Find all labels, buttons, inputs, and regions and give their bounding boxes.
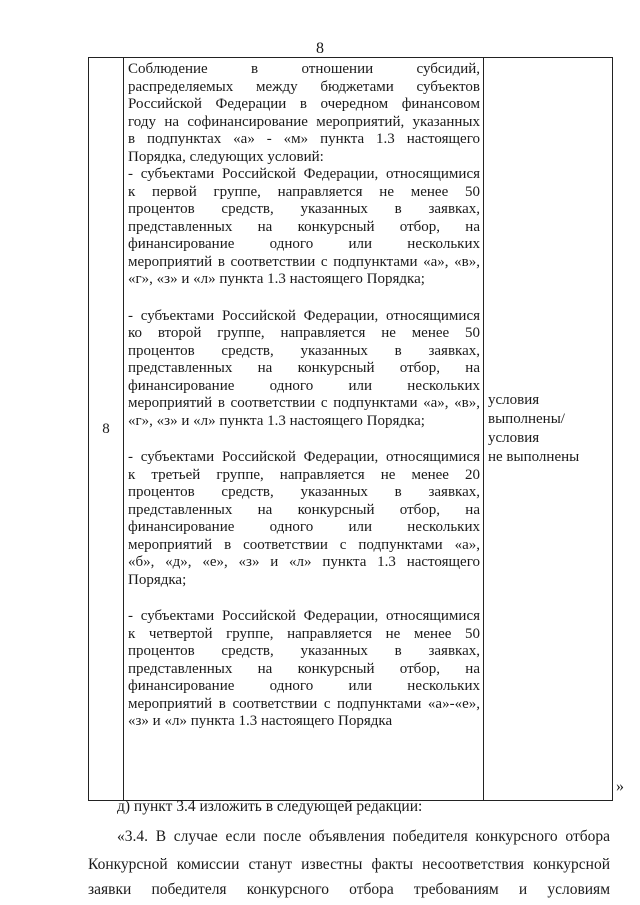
text-line: процентов средств, указанных в заявках, [128,201,480,217]
text-line: Порядка, следующих условий: [128,148,324,165]
text-line: представленных на конкурсный отбор, на [128,501,480,518]
text-line: процентов средств, указанных в заявках, [128,484,480,500]
text-line: финансирование одного или нескольких [128,377,480,394]
row-number: 8 [102,420,110,437]
text-line: финансирование одного или нескольких [128,678,480,694]
text-line: к первой группе, направляется не менее 50 [128,183,480,200]
condition-text-cell [124,58,484,801]
item-d-text: д) пункт 3.4 изложить в следующей редакции: [117,798,423,815]
requirements-table [88,57,613,801]
text-line: к четвертой группе, направляется не менее 50 [128,625,480,642]
table-row [89,58,613,801]
text-line: Соблюдение в отношении субсидий, [128,61,480,77]
text-line: распределяемых между бюджетами субъектов [128,78,480,95]
text-line: процентов средств, указанных в заявках, [128,342,480,359]
text-line: «г», «з» и «л» пункта 1.3 настоящего Порядка; [128,412,425,429]
group-1-paragraph [128,166,480,289]
text-line: «б», «д», «е», «з» и «л» пункта 1.3 настоящего [128,554,480,570]
text-line: году на софинансирование мероприятий, указанных [128,113,480,130]
status-line: выполнены/условия [488,411,565,446]
text-line: - субъектами Российской Федерации, относящимися [128,307,480,324]
text-line: - субъектами Российской Федерации, относящимися [128,166,480,182]
text-line: процентов средств, указанных в заявках, [128,643,480,659]
text-line: мероприятий в соответствии с подпунктами «а»-«е», [128,695,480,712]
text-line: - субъектами Российской Федерации, относящимися [128,449,480,465]
text-line: Порядка; [128,571,187,588]
paragraph-line: заявки победителя конкурсного отбора требованиям и условиям [88,881,610,898]
group-3-paragraph [128,449,480,589]
text-line: в подпунктах «а» - «м» пункта 1.3 настоящего [128,131,480,147]
status-cell [484,58,613,801]
intro-paragraph [128,61,480,166]
text-line: ко второй группе, направляется не менее 50 [128,325,480,341]
status-line: условия [488,392,540,408]
text-line: представленных на конкурсный отбор, на [128,360,480,376]
text-line: представленных на конкурсный отбор, на [128,660,480,677]
text-line: представленных на конкурсный отбор, на [128,218,480,235]
text-line: финансирование одного или нескольких [128,236,480,252]
text-line: - субъектами Российской Федерации, относящимися [128,608,480,624]
text-line: к третьей группе, направляется не менее 20 [128,466,480,483]
text-line: «з» и «л» пункта 1.3 настоящего Порядка [128,713,393,729]
closing-quote: » [616,778,624,795]
text-line: Российской Федерации в очередном финансовом [128,96,480,112]
paragraph-line: «3.4. В случае если после объявления победителя конкурсного отбора [117,828,610,845]
text-line: мероприятий в соответствии с подпунктами «а», «в», [128,253,480,270]
text-line: мероприятий в соответствии с подпунктами «а», [128,536,480,553]
text-line: «г», «з» и «л» пункта 1.3 настоящего Порядка; [128,271,425,287]
text-line: мероприятий в соответствии с подпунктами «а», «в», [128,395,480,411]
text-line: финансирование одного или нескольких [128,519,480,535]
row-number-cell [89,58,124,801]
group-4-paragraph [128,608,480,731]
group-2-paragraph [128,308,480,431]
paragraph-line: Конкурсной комиссии станут известны факты несоответствия конкурсной [88,856,610,873]
status-line: не выполнены [488,449,580,465]
page-number: 8 [316,40,324,57]
